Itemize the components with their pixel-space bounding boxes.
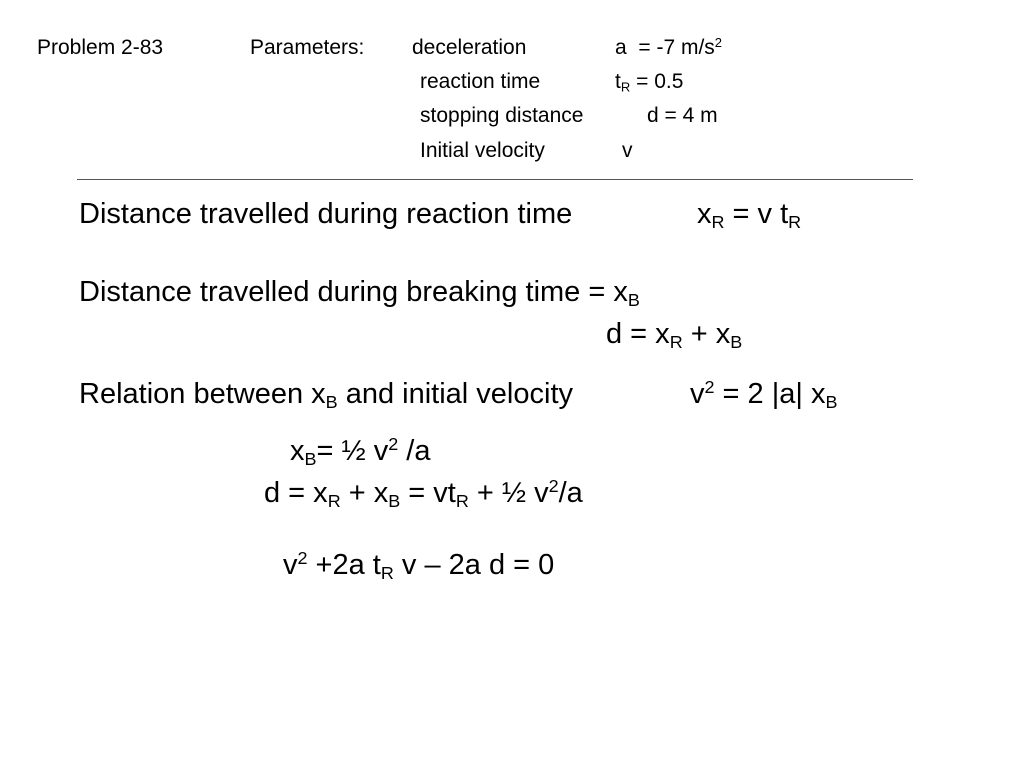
param-reaction-value: $t_R = 0.5$ (615, 70, 684, 95)
relation-text: Relation between $x_B$ and initial velocity (79, 378, 573, 413)
breaking-distance-text: Distance travelled during breaking time = $x_B$ (79, 276, 640, 311)
stopping-distance-equation: $d = x_R + x_B$ (606, 318, 743, 353)
d-full-equation: $d = x_R + x_B = vt_R$ + ½ $v^2/a$ (264, 476, 583, 512)
param-velocity-name: Initial velocity (420, 139, 545, 162)
problem-number: Problem 2-83 (37, 36, 164, 59)
divider (77, 179, 913, 180)
xb-equation: $x_B=$ ½ $v^2$ /a (290, 434, 431, 470)
parameters-label: Parameters: (250, 36, 365, 59)
param-velocity-value: v (622, 139, 633, 162)
relation-equation: $v^2 = 2$ |a| $x_B$ (690, 377, 838, 413)
quadratic-equation: $v^2 +2a$ $t_R$ v – 2a d = 0 (283, 548, 555, 584)
reaction-distance-text: Distance travelled during reaction time (79, 198, 573, 230)
param-reaction-name: reaction time (420, 70, 541, 93)
param-stopping-name: stopping distance (420, 104, 584, 127)
reaction-distance-equation: $x_R = v$ $t_R$ (697, 198, 802, 233)
param-deceleration-name: deceleration (412, 36, 527, 59)
param-stopping-value: d = 4 m (647, 104, 718, 127)
param-deceleration-value: a = -7 $m/s^2$ (615, 34, 723, 59)
